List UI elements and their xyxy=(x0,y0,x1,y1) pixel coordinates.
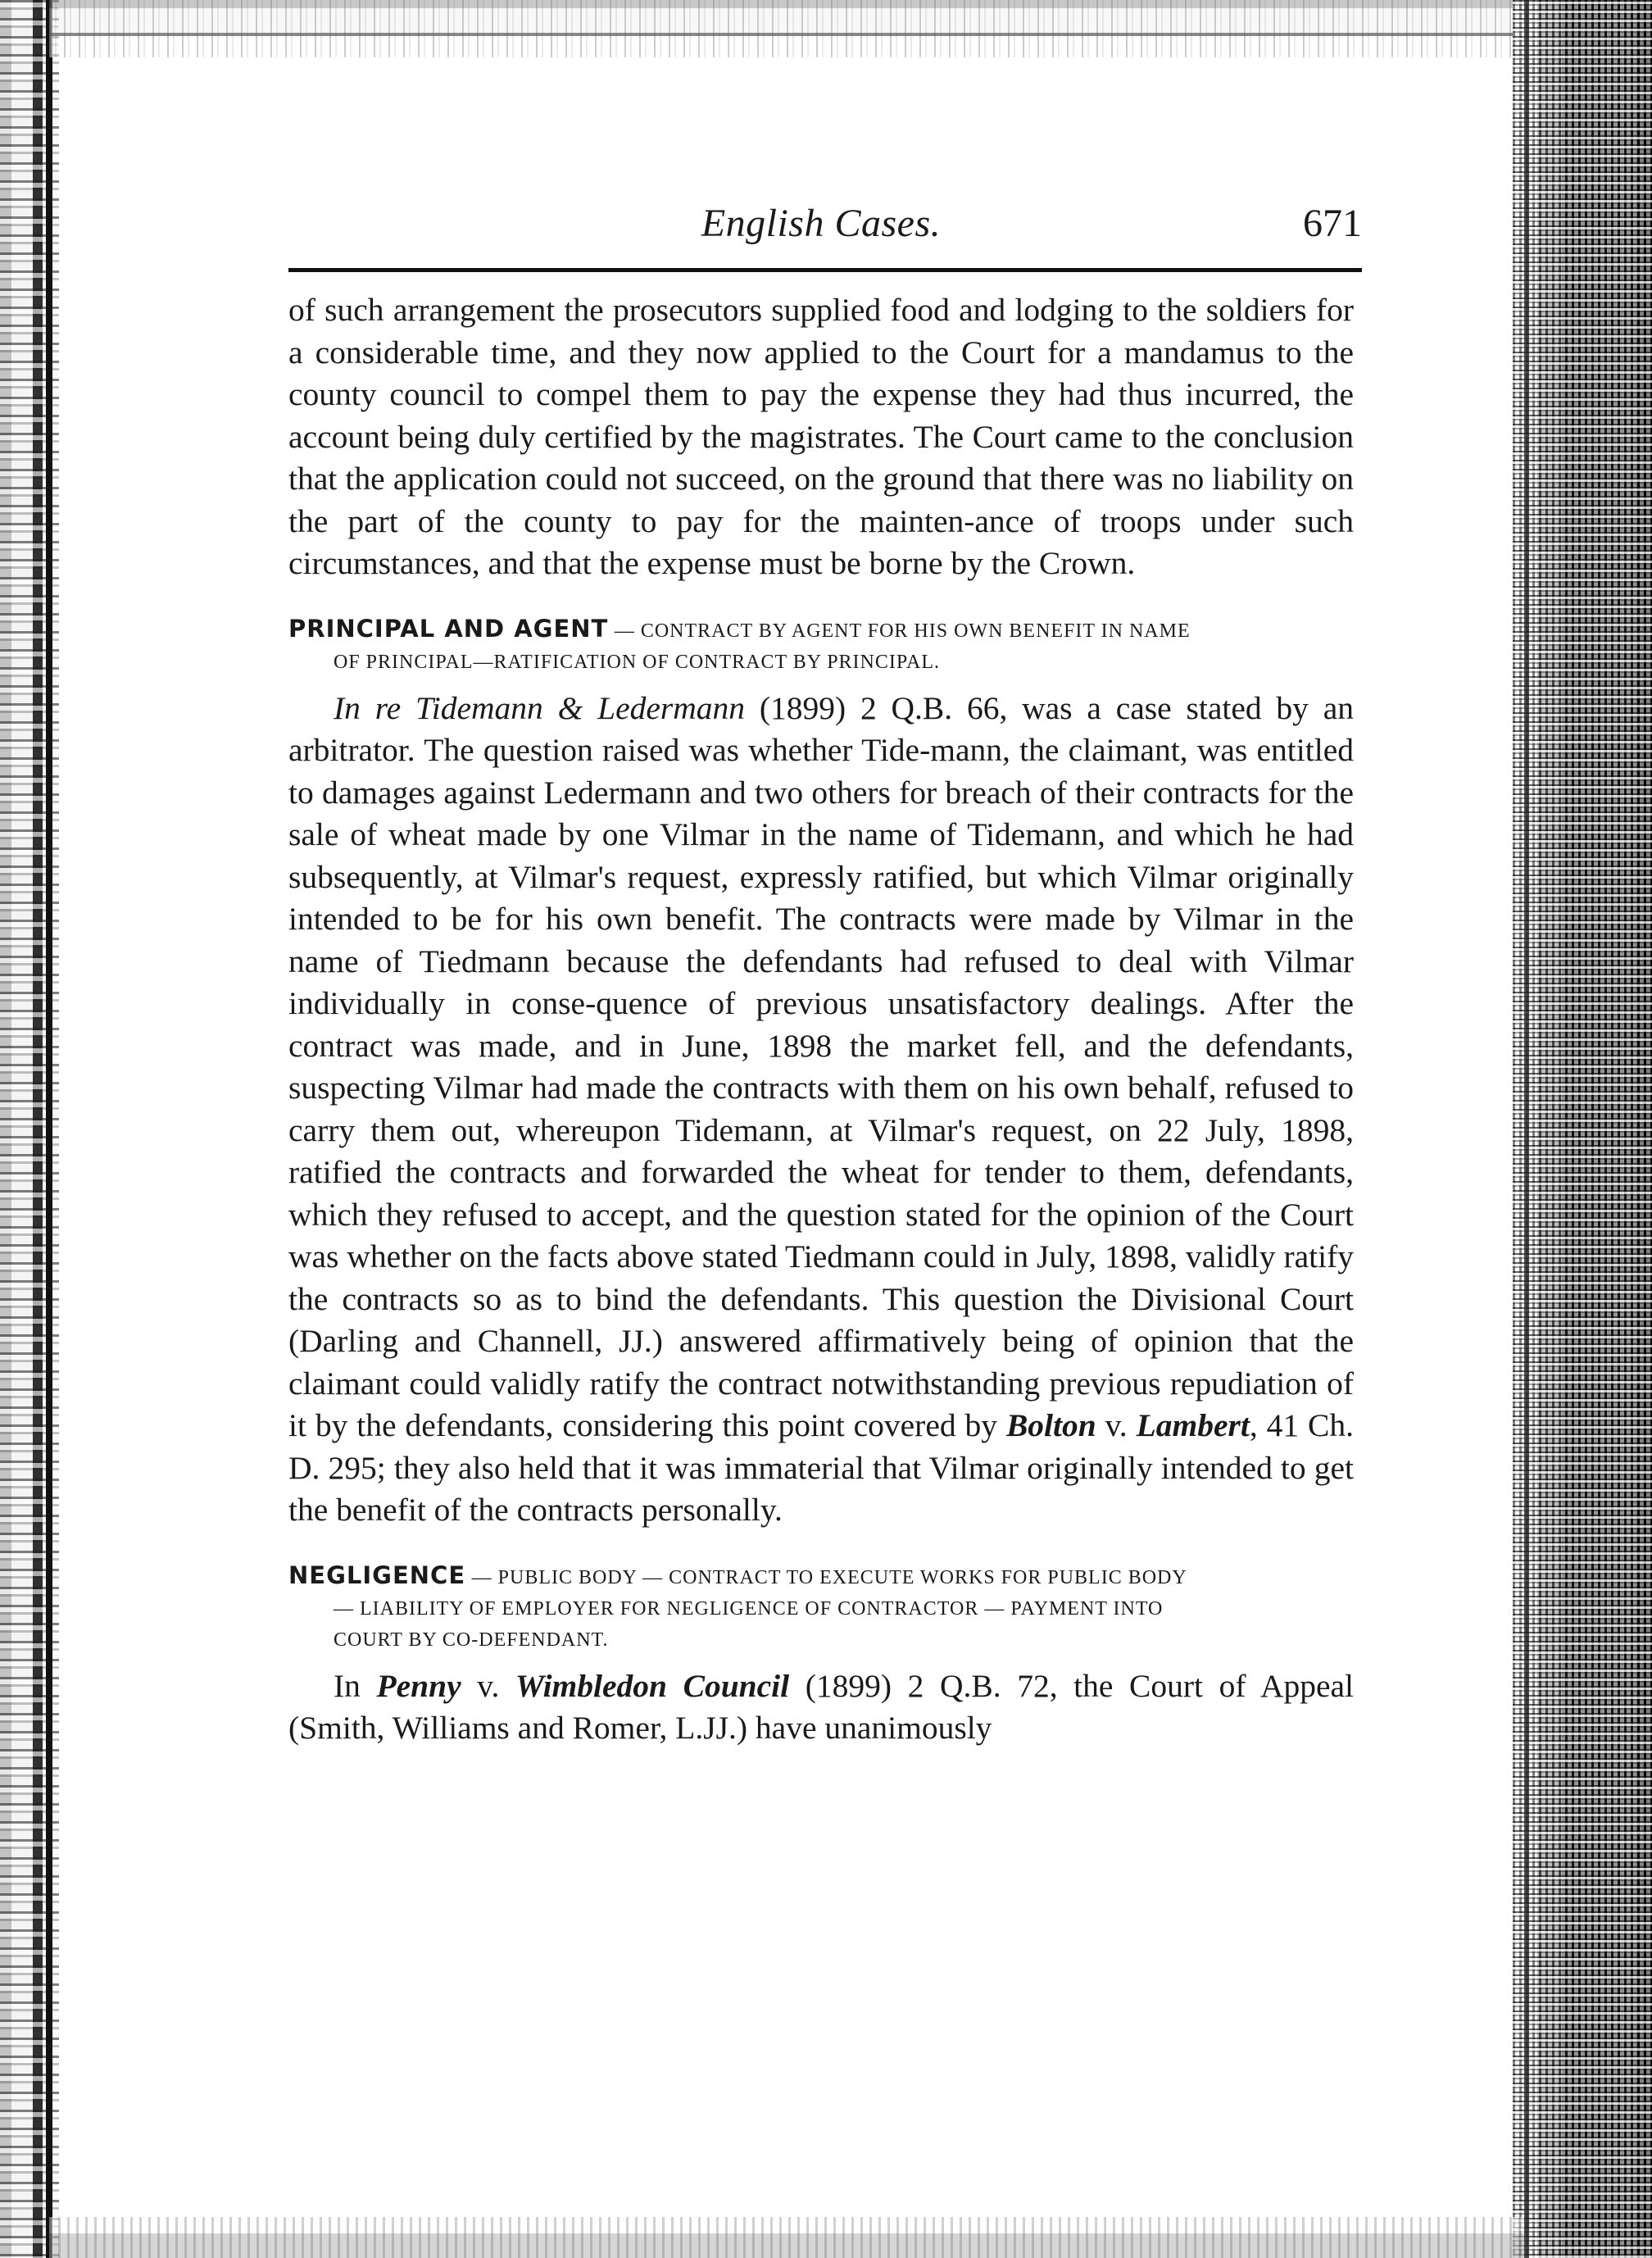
paragraph-text: (1899) 2 Q.B. 72, the Court of Appeal (Smith, Williams and Romer, L.JJ.) have unanimously xyxy=(288,1667,1355,1746)
case-name: Lambert xyxy=(1136,1407,1250,1443)
paragraph-penny-case xyxy=(288,1665,1354,1750)
paragraph-continued: of such arrangement the prosecutors supplied food and lodging to the soldiers for a considerable time, and they now applied to the Court for a mandamus to the county council to compel them to pay the expense they had thus incurred, the account being duly certified by the magistrates. The Court came to the conclusion that the application could not succeed, on the ground that there was no liability on the part of the county to pay for the mainten-ance of troops under such circumstances, and that the expense must be borne by the Crown. xyxy=(288,292,1354,581)
section-heading-lead: NEGLIGENCE xyxy=(288,1561,466,1589)
case-name: Penny xyxy=(376,1667,461,1704)
scan-binding-edge-right xyxy=(1513,0,1652,2258)
case-versus: v. xyxy=(461,1667,515,1704)
paragraph-text: In xyxy=(334,1667,377,1704)
scan-edge-top-line xyxy=(49,33,1516,36)
case-versus: v. xyxy=(1096,1407,1137,1443)
section-heading-sub-cont: OF PRINCIPAL—RATIFICATION OF CONTRACT BY PRINCIPAL. xyxy=(334,651,941,673)
paragraph-text: (1899) 2 Q.B. 66, was a case stated by an arbitrator. The question raised was whether Tide-mann, the claimant, was entitled to damages against Ledermann and two others for breach of their contracts for the sale of wheat made by one Vilmar in the name of Tidemann, and which he had subsequently, at Vilmar's request, expressly ratified, but which Vilmar originally intended to be for his own benefit. The contracts were made by Vilmar in the name of Tiedmann because the defendants had refused to deal with Vilmar individually in conse-quence of previous unsatisfactory dealings. After the contract was made, and in June, 1898 the market fell, and the defendants, suspecting Vilmar had made the contracts with them on his own behalf, refused to carry them out, whereupon Tidemann, at Vilmar's request, on 22 July, 1898, ratified the contracts and forwarded the wheat for tender to them, defendants, which they refused to accept, and the question stated for the opinion of the Court was whether on the facts above stated Tiedmann could in July, 1898, validly ratify the contracts so as to bind the defendants. This question the Divisional Court (Darling and Channell, JJ.) answered affirmatively being of opinion that the claimant could validly ratify the contract notwithstanding previous repudiation of it by the defendants, considering this point covered by xyxy=(288,689,1354,1443)
section-heading-sub: — CONTRACT BY AGENT FOR HIS OWN BENEFIT IN NAME xyxy=(614,620,1191,642)
running-head-title: English Cases. xyxy=(701,202,942,245)
scan-binding-line-left xyxy=(46,0,52,2258)
case-name: Bolton xyxy=(1005,1407,1096,1443)
page-number: 671 xyxy=(1303,202,1362,245)
paragraph-tidemann-case xyxy=(288,688,1354,1532)
case-name: In re Tidemann & Ledermann xyxy=(334,689,746,726)
book-page xyxy=(288,193,1362,1750)
header-rule xyxy=(288,268,1362,272)
scan-edge-top xyxy=(49,0,1532,57)
scan-binding-line-right xyxy=(1524,0,1529,2258)
section-heading-sub-cont: — LIABILITY OF EMPLOYER FOR NEGLIGENCE OF CONTRACTOR — PAYMENT INTO xyxy=(334,1597,1164,1620)
case-name: Wimbledon Council xyxy=(515,1667,790,1704)
running-head xyxy=(288,193,1362,275)
scan-edge-bottom xyxy=(49,2217,1524,2258)
section-heading-lead: PRINCIPAL AND AGENT xyxy=(288,614,609,643)
paragraph-text: , 41 Ch. D. 295; they also held that it was immaterial that Vilmar originally intended to get the benefit of the contracts personally. xyxy=(288,1407,1354,1528)
section-heading-sub-cont: COURT BY CO-DEFENDANT. xyxy=(334,1629,609,1651)
section-heading-negligence xyxy=(288,1560,1354,1656)
section-heading-sub: — PUBLIC BODY — CONTRACT TO EXECUTE WORKS FOR PUBLIC BODY xyxy=(471,1566,1187,1588)
section-heading-principal-and-agent xyxy=(288,613,1354,678)
